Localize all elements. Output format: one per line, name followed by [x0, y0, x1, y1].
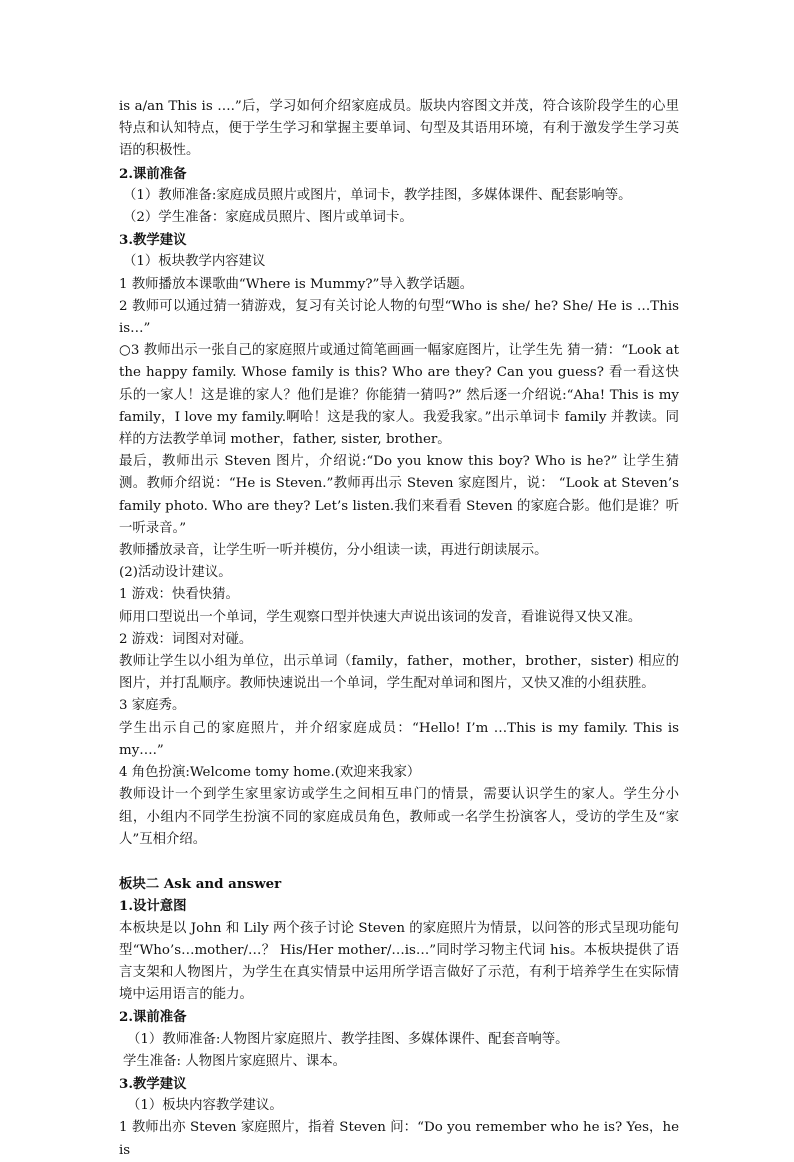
text-line: 1 游戏：快看快猜。 — [119, 587, 239, 603]
text-line: （1）板块教学内容建议 — [123, 254, 266, 270]
text-line: 教师播放录音，让学生听一听并模仿，分小组读一读，再进行朗读展示。 — [119, 543, 548, 559]
text-line: 学生出示自己的家庭照片，并介绍家庭成员：“Hello! I’m …This is my family. This is my….” — [119, 720, 679, 758]
section-heading: 板块二 Ask and answer — [119, 876, 282, 893]
text-line: 师用口型说出一个单词，学生观察口型并快速大声说出该词的发音，看谁说得又快又准。 — [119, 609, 642, 625]
text-line: 3 家庭秀。 — [119, 698, 186, 714]
document-page — [119, 96, 679, 1162]
text-line: 最后，教师出示 Steven 图片，介绍说:“Do you know this boy? Who is he?” 让学生猜测。教师介绍说：“He is Steven.”教师再出示 Steven 家庭图片，说： “Look at Steven’s family photo. Who are they? Let’s listen.我们来看看 Steven 的家庭合影。他们是谁？听一听录音。” — [119, 454, 679, 536]
text-line: （1）板块内容教学建议。 — [127, 1098, 283, 1114]
text-line: 1 教师播放本课歌曲“Where is Mummy?”导入教学话题。 — [119, 276, 474, 292]
text-line: （2）学生准备：家庭成员照片、图片或单词卡。 — [123, 210, 413, 226]
section-heading: 1.设计意图 — [119, 898, 187, 915]
text-line: 4 角色扮演:Welcome tomy home.(欢迎来我家） — [119, 765, 421, 781]
section-heading: 2.课前准备 — [119, 1009, 187, 1026]
text-line: 教师让学生以小组为单位，出示单词（family，father，mother，brother，sister) 相应的图片，并打乱顺序。教师快速说出一个单词，学生配对单词和图片，又快又准的小组获胜。 — [119, 654, 679, 692]
blank-line — [119, 851, 679, 873]
text-line: （1）教师准备:家庭成员照片或图片，单词卡，教学挂图，多媒体课件、配套影响等。 — [123, 187, 632, 203]
text-line: is a/an This is ….”后，学习如何介绍家庭成员。版块内容图文并茂，符合该阶段学生的心里特点和认知特点，便于学生学习和掌握主要单词、句型及其语用环境，有利于激发学生学习英语的积极性。 — [119, 99, 679, 159]
text-line: 本板块是以 John 和 Lily 两个孩子讨论 Steven 的家庭照片为情景，以问答的形式呈现功能句型“Who’s…mother/…？ His/Her mother/…is…”同时学习物主代词 his。本板块提供了语言支架和人物图片，为学生在真实情景中运用所学语言做好了示范，有利于培养学生在实际情境中运用语言的能力。 — [119, 920, 679, 1003]
text-line: （1）教师准备:人物图片家庭照片、教学挂图、多媒体课件、配套音响等。 — [127, 1031, 569, 1047]
text-line: 教师设计一个到学生家里家访或学生之间相互串门的情景，需要认识学生的家人。学生分小组，小组内不同学生扮演不同的家庭成员角色，教师或一名学生扮演客人，受访的学生及“家人”互相介绍。 — [119, 787, 679, 847]
text-line: ○3 教师出示一张自己的家庭照片或通过简笔画画一幅家庭图片，让学生先 猜一猜：“Look at the happy family. Whose family is this? Who are they? Can you guess? 看一看这快乐的一家人！这是谁的家人？他们是谁？你能猜一猜吗?” 然后逐一介绍说:“Aha! This is my family，I love my family.啊哈！这是我的家人。我爱我家。”出示单词卡 family 并教读。同样的方法教学单词 mother，father, sister, brother。 — [119, 343, 679, 448]
section-heading: 3.教学建议 — [119, 1075, 187, 1092]
text-line: 学生准备: 人物图片家庭照片、课本。 — [123, 1053, 347, 1069]
text-line: 1 教师出亦 Steven 家庭照片，指着 Steven 问：“Do you remember who he is? Yes，he is — [119, 1120, 679, 1158]
section-heading: 3.教学建议 — [119, 232, 187, 249]
section-heading: 2.课前准备 — [119, 165, 187, 182]
text-line: (2)活动设计建议。 — [119, 565, 232, 581]
text-line: 2 游戏：词图对对碰。 — [119, 631, 253, 647]
text-line: 2 教师可以通过猜一猜游戏，复习有关讨论人物的句型“Who is she/ he? She/ He is …This is…” — [119, 298, 679, 337]
